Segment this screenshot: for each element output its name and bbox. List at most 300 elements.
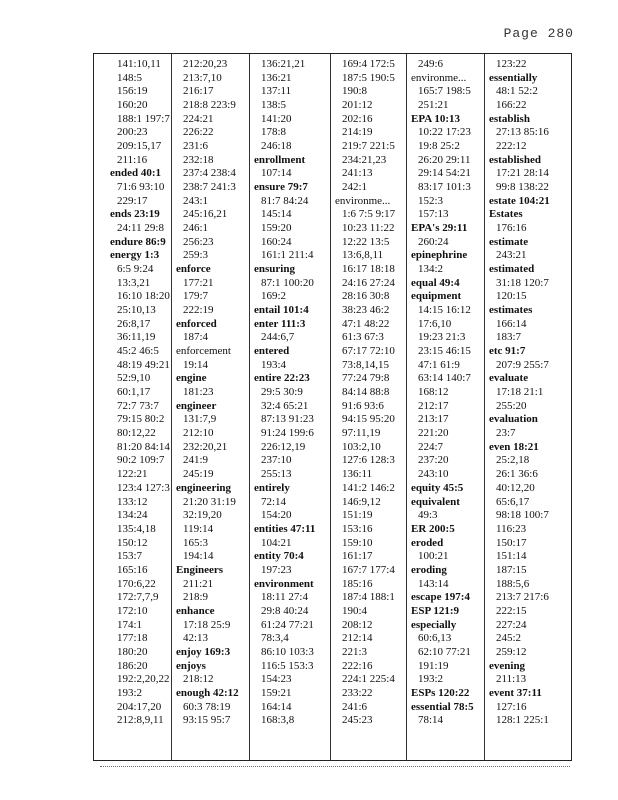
index-locator: 242:1 <box>342 181 368 194</box>
index-term: entail 101:4 <box>254 304 309 317</box>
index-locator: 122:21 <box>117 468 148 481</box>
index-locator: 97:11,19 <box>342 427 381 440</box>
index-locator: 188:1 197:7 <box>117 112 170 125</box>
index-locator: 1:6 7:5 9:17 <box>342 208 396 221</box>
index-locator: 153:7 <box>117 550 143 563</box>
index-locator: 13:6,8,11 <box>342 249 384 262</box>
index-locator: 81:20 84:14 <box>117 440 170 453</box>
index-locator: 204:17,20 <box>117 700 162 713</box>
index-locator: 17:18 25:9 <box>183 618 231 631</box>
index-locator: 256:23 <box>183 235 214 248</box>
index-locator: 218:12 <box>183 673 214 686</box>
index-locator: 154:23 <box>261 673 292 686</box>
index-column-6 <box>489 58 566 728</box>
index-locator: 28:16 30:8 <box>342 290 390 303</box>
index-locator: 241:13 <box>342 167 373 180</box>
index-locator: 120:15 <box>496 290 527 303</box>
index-locator: 78:14 <box>418 714 444 727</box>
index-locator: 165:7 198:5 <box>418 85 471 98</box>
index-term: Engineers <box>176 563 224 576</box>
index-locator: 150:17 <box>496 536 527 549</box>
index-locator: 62:10 77:21 <box>418 645 471 658</box>
index-locator: 87:13 91:23 <box>261 413 314 426</box>
index-locator: 187:15 <box>496 563 527 576</box>
index-locator: 176:16 <box>496 222 527 235</box>
index-locator: 19:8 25:2 <box>418 140 460 153</box>
index-locator: 80:12,22 <box>117 427 156 440</box>
index-locator: 94:15 95:20 <box>342 413 395 426</box>
index-term: endure 86:9 <box>110 235 166 248</box>
index-locator: 237:20 <box>418 454 449 467</box>
index-locator: 156:19 <box>117 85 148 98</box>
index-locator: 168:3,8 <box>261 714 295 727</box>
index-locator: 81:7 84:24 <box>261 194 309 207</box>
index-locator: 24:16 27:24 <box>342 276 395 289</box>
index-locator: 107:14 <box>261 167 292 180</box>
index-locator: 32:4 65:21 <box>261 399 309 412</box>
index-locator: 52:9,10 <box>117 372 151 385</box>
index-locator: 166:14 <box>496 317 527 330</box>
index-locator: 38:23 46:2 <box>342 304 390 317</box>
index-locator: 67:17 72:10 <box>342 345 395 358</box>
index-locator: 200:23 <box>117 126 148 139</box>
index-locator: 193:2 <box>418 673 444 686</box>
index-locator: 159:10 <box>342 536 373 549</box>
index-locator: 161:17 <box>342 550 373 563</box>
index-locator: 161:1 211:4 <box>261 249 314 262</box>
index-locator: 148:5 <box>117 71 143 84</box>
index-locator: 136:11 <box>342 468 373 481</box>
index-term: equity 45:5 <box>411 481 464 494</box>
index-term: equipment <box>411 290 462 303</box>
index-locator: 178:8 <box>261 126 287 139</box>
index-locator: 187:4 188:1 <box>342 591 395 604</box>
index-locator: 233:22 <box>342 686 373 699</box>
index-locator: 98:18 100:7 <box>496 509 549 522</box>
index-locator: 213:17 <box>418 413 449 426</box>
index-locator: 19:23 21:3 <box>418 331 466 344</box>
index-locator: 238:7 241:3 <box>183 181 236 194</box>
index-term: essentially <box>489 71 538 84</box>
index-locator: 222:16 <box>342 659 373 672</box>
index-term: engineering <box>176 481 231 494</box>
index-locator: 16:17 18:18 <box>342 263 395 276</box>
index-term: evaluate <box>489 372 529 385</box>
index-locator: 166:22 <box>496 99 527 112</box>
index-locator: 197:23 <box>261 563 292 576</box>
index-term: estimate <box>489 235 529 248</box>
index-locator: 179:7 <box>183 290 209 303</box>
index-term: equal 49:4 <box>411 276 460 289</box>
index-term: entire 22:23 <box>254 372 310 385</box>
index-locator: 29:14 54:21 <box>418 167 471 180</box>
index-term: event 37:11 <box>489 686 542 699</box>
index-column-2 <box>176 58 253 728</box>
index-locator: 222:12 <box>496 140 527 153</box>
index-term: enforce <box>176 263 211 276</box>
index-locator: 47:1 48:22 <box>342 317 390 330</box>
index-locator: 84:14 88:8 <box>342 386 390 399</box>
index-locator: 23:15 46:15 <box>418 345 471 358</box>
index-locator: 186:20 <box>117 659 148 672</box>
index-locator: 24:11 29:8 <box>117 222 164 235</box>
index-locator: 87:1 100:20 <box>261 276 314 289</box>
index-locator: 127:16 <box>496 700 527 713</box>
index-locator: 157:13 <box>418 208 449 221</box>
index-locator: 141:2 146:2 <box>342 481 395 494</box>
index-locator: 135:4,18 <box>117 522 156 535</box>
index-locator: 134:2 <box>418 263 444 276</box>
index-locator: 151:19 <box>342 509 373 522</box>
index-locator: 71:6 93:10 <box>117 181 165 194</box>
index-locator: 36:11,19 <box>117 331 156 344</box>
index-column-5 <box>411 58 488 728</box>
index-locator: 65:6,17 <box>496 495 530 508</box>
index-locator: 222:15 <box>496 604 527 617</box>
index-locator: 243:1 <box>183 194 209 207</box>
index-term: especially <box>411 618 457 631</box>
index-locator: 47:1 61:9 <box>418 358 460 371</box>
index-locator: 93:15 95:7 <box>183 714 231 727</box>
index-locator: 245:19 <box>183 468 214 481</box>
index-term: established <box>489 153 541 166</box>
index-locator: 191:19 <box>418 659 449 672</box>
index-locator: 128:1 225:1 <box>496 714 549 727</box>
index-locator: 226:12,19 <box>261 440 306 453</box>
index-locator: 245:16,21 <box>183 208 228 221</box>
index-term: entirely <box>254 481 290 494</box>
index-locator: 137:11 <box>261 85 292 98</box>
index-term: environment <box>254 577 314 590</box>
index-locator: 86:10 103:3 <box>261 645 314 658</box>
index-locator: 136:21 <box>261 71 292 84</box>
index-locator: 237:10 <box>261 454 292 467</box>
index-locator: 222:19 <box>183 304 214 317</box>
index-locator: 72:7 73:7 <box>117 399 159 412</box>
index-term: ensuring <box>254 263 295 276</box>
index-term: ESPs 120:22 <box>411 686 470 699</box>
index-locator: 26:20 29:11 <box>418 153 471 166</box>
index-locator: 241:6 <box>342 700 368 713</box>
index-term: Estates <box>489 208 523 221</box>
index-term: ends 23:19 <box>110 208 160 221</box>
index-locator: 232:20,21 <box>183 440 228 453</box>
index-locator: 218:8 223:9 <box>183 99 236 112</box>
index-locator: 164:14 <box>261 700 292 713</box>
index-locator: 100:21 <box>418 550 449 563</box>
index-locator: 193:2 <box>117 686 143 699</box>
index-locator: 251:21 <box>418 99 449 112</box>
index-locator: 165:3 <box>183 536 209 549</box>
index-locator: 27:13 85:16 <box>496 126 549 139</box>
index-locator: 17:6,10 <box>418 317 452 330</box>
index-locator: 18:11 27:4 <box>261 591 308 604</box>
index-locator: 138:5 <box>261 99 287 112</box>
index-locator: 246:18 <box>261 140 292 153</box>
index-locator: 160:20 <box>117 99 148 112</box>
index-locator: 241:9 <box>183 454 209 467</box>
index-locator: 60:1,17 <box>117 386 151 399</box>
index-term: environme... <box>411 71 467 84</box>
index-locator: 194:14 <box>183 550 214 563</box>
index-locator: 245:23 <box>342 714 373 727</box>
index-locator: 245:2 <box>496 632 522 645</box>
index-locator: 249:6 <box>418 58 444 70</box>
index-locator: 237:4 238:4 <box>183 167 236 180</box>
index-term: epinephrine <box>411 249 468 262</box>
index-term: EPA's 29:11 <box>411 222 468 235</box>
index-locator: 169:2 <box>261 290 287 303</box>
index-locator: 133:12 <box>117 495 148 508</box>
index-locator: 224:21 <box>183 112 214 125</box>
index-locator: 119:14 <box>183 522 214 535</box>
index-locator: 145:14 <box>261 208 292 221</box>
index-locator: 79:15 80:2 <box>117 413 165 426</box>
index-term: ESP 121:9 <box>411 604 459 617</box>
index-term: enrollment <box>254 153 306 166</box>
index-term: entities 47:11 <box>254 522 316 535</box>
index-column-3 <box>254 58 331 728</box>
index-locator: 211:21 <box>183 577 214 590</box>
index-locator: 209:15,17 <box>117 140 162 153</box>
index-locator: 243:21 <box>496 249 527 262</box>
index-locator: 172:10 <box>117 604 148 617</box>
index-locator: 61:24 77:21 <box>261 618 314 631</box>
index-locator: 23:7 <box>496 427 516 440</box>
index-locator: 150:12 <box>117 536 148 549</box>
index-locator: 12:22 13:5 <box>342 235 390 248</box>
index-locator: 91:6 93:6 <box>342 399 384 412</box>
index-locator: 48:1 52:2 <box>496 85 538 98</box>
index-locator: 160:24 <box>261 235 292 248</box>
index-locator: 188:5,6 <box>496 577 530 590</box>
index-term: ER 200:5 <box>411 522 455 535</box>
index-locator: 17:18 21:1 <box>496 386 544 399</box>
index-locator: 212:10 <box>183 427 214 440</box>
index-term: evening <box>489 659 526 672</box>
index-term: enhance <box>176 604 215 617</box>
index-locator: 208:12 <box>342 618 373 631</box>
index-term: environme... <box>335 194 391 207</box>
index-locator: 170:6,22 <box>117 577 156 590</box>
index-locator: 231:6 <box>183 140 209 153</box>
index-locator: 25:10,13 <box>117 304 156 317</box>
index-locator: 116:5 153:3 <box>261 659 314 672</box>
index-term: ensure 79:7 <box>254 181 308 194</box>
index-locator: 216:17 <box>183 85 214 98</box>
index-term: establish <box>489 112 530 125</box>
index-locator: 13:3,21 <box>117 276 151 289</box>
index-locator: 232:18 <box>183 153 214 166</box>
index-locator: 90:2 109:7 <box>117 454 165 467</box>
index-locator: 212:14 <box>342 632 373 645</box>
index-locator: 167:7 177:4 <box>342 563 395 576</box>
index-locator: 17:21 28:14 <box>496 167 549 180</box>
index-locator: 172:7,7,9 <box>117 591 159 604</box>
index-locator: 218:9 <box>183 591 209 604</box>
index-locator: 212:20,23 <box>183 58 228 70</box>
index-locator: 207:9 255:7 <box>496 358 549 371</box>
index-locator: 246:1 <box>183 222 209 235</box>
index-locator: 61:3 67:3 <box>342 331 384 344</box>
index-locator: 159:21 <box>261 686 292 699</box>
index-locator: 224:1 225:4 <box>342 673 395 686</box>
index-locator: 141:10,11 <box>117 58 161 70</box>
index-locator: 177:18 <box>117 632 148 645</box>
frame-bottom-border <box>100 766 570 767</box>
index-locator: 45:2 46:5 <box>117 345 159 358</box>
index-locator: 21:20 31:19 <box>183 495 236 508</box>
index-locator: 152:3 <box>418 194 444 207</box>
index-locator: 174:1 <box>117 618 143 631</box>
index-locator: 141:20 <box>261 112 292 125</box>
index-locator: 26:1 36:6 <box>496 468 538 481</box>
index-locator: 183:7 <box>496 331 522 344</box>
index-locator: 193:4 <box>261 358 287 371</box>
index-locator: 169:4 172:5 <box>342 58 395 70</box>
index-term: enjoys <box>176 659 206 672</box>
index-locator: 123:4 127:3 <box>117 481 170 494</box>
index-locator: 221:20 <box>418 427 449 440</box>
index-locator: 83:17 101:3 <box>418 181 471 194</box>
index-locator: 49:3 <box>418 509 438 522</box>
index-locator: 180:20 <box>117 645 148 658</box>
index-locator: 104:21 <box>261 536 292 549</box>
index-locator: 201:12 <box>342 99 373 112</box>
index-locator: 134:24 <box>117 509 148 522</box>
index-term: engineer <box>176 399 217 412</box>
index-locator: 63:14 140:7 <box>418 372 471 385</box>
index-term: etc 91:7 <box>489 345 526 358</box>
index-term: engine <box>176 372 207 385</box>
index-locator: 31:18 120:7 <box>496 276 549 289</box>
index-locator: 48:19 49:21 <box>117 358 170 371</box>
index-term: evaluation <box>489 413 538 426</box>
index-locator: 143:14 <box>418 577 449 590</box>
index-locator: 226:22 <box>183 126 214 139</box>
index-term: enough 42:12 <box>176 686 239 699</box>
index-locator: 25:2,18 <box>496 454 530 467</box>
index-locator: 192:2,20,22 <box>117 673 170 686</box>
index-column-4 <box>335 58 412 728</box>
index-term: escape 197:4 <box>411 591 470 604</box>
index-locator: 181:23 <box>183 386 214 399</box>
index-term: eroding <box>411 563 447 576</box>
index-locator: 154:20 <box>261 509 292 522</box>
index-locator: 255:20 <box>496 399 527 412</box>
index-locator: 168:12 <box>418 386 449 399</box>
index-locator: 40:12,20 <box>496 481 535 494</box>
index-term: entity 70:4 <box>254 550 304 563</box>
index-locator: 190:4 <box>342 604 368 617</box>
index-locator: 255:13 <box>261 468 292 481</box>
index-locator: 73:8,14,15 <box>342 358 390 371</box>
index-locator: 32:19,20 <box>183 509 222 522</box>
index-locator: 103:2,10 <box>342 440 381 453</box>
index-term: enforcement <box>176 345 231 358</box>
index-locator: 127:6 128:3 <box>342 454 395 467</box>
index-locator: 234:21,23 <box>342 153 387 166</box>
index-locator: 213:7,10 <box>183 71 222 84</box>
index-term: estate 104:21 <box>489 194 550 207</box>
index-locator: 243:10 <box>418 468 449 481</box>
index-locator: 14:15 16:12 <box>418 304 471 317</box>
index-locator: 190:8 <box>342 85 368 98</box>
index-locator: 214:19 <box>342 126 373 139</box>
index-locator: 10:23 11:22 <box>342 222 395 235</box>
index-term: enter 111:3 <box>254 317 306 330</box>
index-locator: 227:24 <box>496 618 527 631</box>
index-term: enforced <box>176 317 217 330</box>
index-locator: 42:13 <box>183 632 209 645</box>
index-locator: 211:16 <box>117 153 148 166</box>
index-locator: 244:6,7 <box>261 331 295 344</box>
index-locator: 60:3 78:19 <box>183 700 231 713</box>
index-term: EPA 10:13 <box>411 112 460 125</box>
index-locator: 177:21 <box>183 276 214 289</box>
index-term: energy 1:3 <box>110 249 160 262</box>
index-locator: 187:5 190:5 <box>342 71 395 84</box>
index-locator: 159:20 <box>261 222 292 235</box>
index-locator: 212:8,9,11 <box>117 714 164 727</box>
index-locator: 123:22 <box>496 58 527 70</box>
index-locator: 116:23 <box>496 522 527 535</box>
index-locator: 219:7 221:5 <box>342 140 395 153</box>
index-term: ended 40:1 <box>110 167 162 180</box>
index-locator: 16:10 18:20 <box>117 290 170 303</box>
index-locator: 153:16 <box>342 522 373 535</box>
index-locator: 185:16 <box>342 577 373 590</box>
index-locator: 165:16 <box>117 563 148 576</box>
index-locator: 77:24 79:8 <box>342 372 390 385</box>
index-locator: 151:14 <box>496 550 527 563</box>
index-locator: 224:7 <box>418 440 444 453</box>
index-term: enjoy 169:3 <box>176 645 231 658</box>
index-term: equivalent <box>411 495 460 508</box>
index-term: eroded <box>411 536 444 549</box>
index-locator: 221:3 <box>342 645 368 658</box>
index-term: entered <box>254 345 290 358</box>
index-term: estimated <box>489 263 535 276</box>
index-locator: 202:16 <box>342 112 373 125</box>
index-locator: 259:3 <box>183 249 209 262</box>
index-locator: 10:22 17:23 <box>418 126 471 139</box>
index-locator: 19:14 <box>183 358 209 371</box>
index-locator: 99:8 138:22 <box>496 181 549 194</box>
index-locator: 187:4 <box>183 331 209 344</box>
index-term: even 18:21 <box>489 440 539 453</box>
index-locator: 146:9,12 <box>342 495 381 508</box>
index-locator: 212:17 <box>418 399 449 412</box>
index-locator: 211:13 <box>496 673 527 686</box>
index-locator: 29:8 40:24 <box>261 604 309 617</box>
index-locator: 78:3,4 <box>261 632 289 645</box>
index-locator: 131:7,9 <box>183 413 217 426</box>
index-locator: 259:12 <box>496 645 527 658</box>
index-locator: 72:14 <box>261 495 287 508</box>
index-term: estimates <box>489 304 533 317</box>
index-locator: 229:17 <box>117 194 148 207</box>
index-locator: 260:24 <box>418 235 449 248</box>
index-locator: 60:6,13 <box>418 632 452 645</box>
index-locator: 26:8,17 <box>117 317 151 330</box>
index-locator: 91:24 199:6 <box>261 427 314 440</box>
index-locator: 136:21,21 <box>261 58 306 70</box>
index-term: essential 78:5 <box>411 700 474 713</box>
index-locator: 6:5 9:24 <box>117 263 154 276</box>
index-locator: 213:7 217:6 <box>496 591 549 604</box>
page-number-label: Page 280 <box>503 26 574 41</box>
